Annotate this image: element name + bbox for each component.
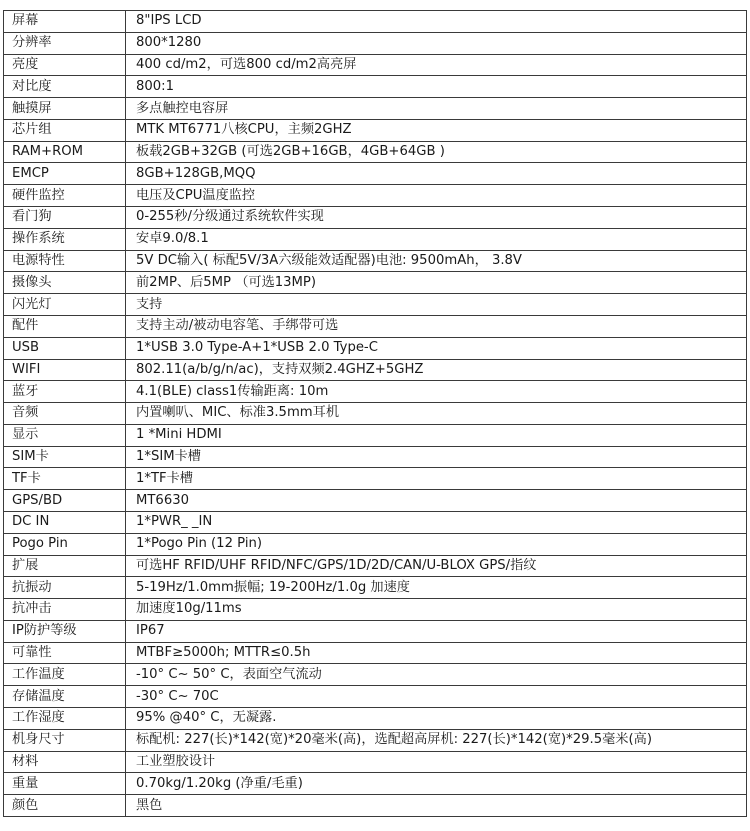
spec-label: 分辨率 <box>4 32 126 54</box>
spec-row <box>4 294 747 316</box>
spec-value: 电压及CPU温度监控 <box>126 185 747 207</box>
spec-label: 抗冲击 <box>4 599 126 621</box>
spec-value: 内置喇叭、MIC、标准3.5mm耳机 <box>126 403 747 425</box>
spec-row <box>4 11 747 33</box>
spec-row <box>4 577 747 599</box>
spec-value: 1*SIM卡槽 <box>126 446 747 468</box>
spec-row <box>4 642 747 664</box>
spec-row <box>4 664 747 686</box>
spec-value: IP67 <box>126 620 747 642</box>
spec-value: -30° C~ 70C <box>126 686 747 708</box>
spec-value: 支持 <box>126 294 747 316</box>
spec-value: MTBF≥5000h; MTTR≤0.5h <box>126 642 747 664</box>
spec-value: 0-255秒/分级通过系统软件实现 <box>126 207 747 229</box>
spec-value: 1*Pogo Pin (12 Pin) <box>126 533 747 555</box>
spec-row <box>4 599 747 621</box>
spec-value: 1*PWR_ _IN <box>126 511 747 533</box>
spec-row <box>4 403 747 425</box>
spec-row <box>4 708 747 730</box>
spec-row <box>4 511 747 533</box>
spec-row <box>4 555 747 577</box>
spec-table-body <box>4 11 747 817</box>
spec-row <box>4 468 747 490</box>
spec-label: 工作湿度 <box>4 708 126 730</box>
spec-row <box>4 98 747 120</box>
spec-label: 扩展 <box>4 555 126 577</box>
spec-row <box>4 119 747 141</box>
spec-value: 5-19Hz/1.0mm振幅; 19-200Hz/1.0g 加速度 <box>126 577 747 599</box>
spec-label: 重量 <box>4 773 126 795</box>
spec-value: 加速度10g/11ms <box>126 599 747 621</box>
spec-label: EMCP <box>4 163 126 185</box>
spec-value: 8GB+128GB,MQQ <box>126 163 747 185</box>
spec-value: 0.70kg/1.20kg (净重/毛重) <box>126 773 747 795</box>
spec-row <box>4 686 747 708</box>
spec-row <box>4 315 747 337</box>
spec-label: 对比度 <box>4 76 126 98</box>
spec-value: MTK MT6771八核CPU，主频2GHZ <box>126 119 747 141</box>
spec-label: USB <box>4 337 126 359</box>
spec-value: 400 cd/m2，可选800 cd/m2高亮屏 <box>126 54 747 76</box>
spec-value: 工业塑胶设计 <box>126 751 747 773</box>
spec-row <box>4 381 747 403</box>
spec-row <box>4 250 747 272</box>
spec-label: 颜色 <box>4 795 126 817</box>
spec-row <box>4 424 747 446</box>
spec-row <box>4 76 747 98</box>
spec-value: 95% @40° C，无凝露. <box>126 708 747 730</box>
spec-label: 芯片组 <box>4 119 126 141</box>
spec-row <box>4 228 747 250</box>
spec-label: 硬件监控 <box>4 185 126 207</box>
spec-label: 电源特性 <box>4 250 126 272</box>
spec-label: 音频 <box>4 403 126 425</box>
spec-row <box>4 751 747 773</box>
spec-label: 存储温度 <box>4 686 126 708</box>
spec-label: 触摸屏 <box>4 98 126 120</box>
spec-value: 5V DC输入( 标配5V/3A六级能效适配器)电池: 9500mAh， 3.8V <box>126 250 747 272</box>
spec-row <box>4 490 747 512</box>
spec-label: WIFI <box>4 359 126 381</box>
spec-label: RAM+ROM <box>4 141 126 163</box>
spec-row <box>4 337 747 359</box>
spec-label: 材料 <box>4 751 126 773</box>
spec-label: Pogo Pin <box>4 533 126 555</box>
spec-value: 1*USB 3.0 Type-A+1*USB 2.0 Type-C <box>126 337 747 359</box>
spec-value: 板载2GB+32GB (可选2GB+16GB，4GB+64GB ) <box>126 141 747 163</box>
spec-value: 支持主动/被动电容笔、手绑带可选 <box>126 315 747 337</box>
spec-row <box>4 620 747 642</box>
spec-label: 闪光灯 <box>4 294 126 316</box>
spec-value: 800*1280 <box>126 32 747 54</box>
spec-label: 看门狗 <box>4 207 126 229</box>
spec-label: 屏幕 <box>4 11 126 33</box>
spec-label: 抗振动 <box>4 577 126 599</box>
spec-row <box>4 773 747 795</box>
spec-label: DC IN <box>4 511 126 533</box>
spec-row <box>4 359 747 381</box>
spec-label: GPS/BD <box>4 490 126 512</box>
spec-value: 多点触控电容屏 <box>126 98 747 120</box>
spec-row <box>4 272 747 294</box>
spec-row <box>4 32 747 54</box>
spec-value: 黑色 <box>126 795 747 817</box>
spec-value: MT6630 <box>126 490 747 512</box>
spec-value: 1 *Mini HDMI <box>126 424 747 446</box>
spec-value: 安卓9.0/8.1 <box>126 228 747 250</box>
spec-value: 前2MP、后5MP （可选13MP) <box>126 272 747 294</box>
spec-label: 可靠性 <box>4 642 126 664</box>
spec-row <box>4 533 747 555</box>
spec-value: 800:1 <box>126 76 747 98</box>
spec-value: 1*TF卡槽 <box>126 468 747 490</box>
spec-value: 4.1(BLE) class1传输距离: 10m <box>126 381 747 403</box>
spec-label: 操作系统 <box>4 228 126 250</box>
spec-row <box>4 141 747 163</box>
spec-label: IP防护等级 <box>4 620 126 642</box>
spec-table <box>3 10 747 817</box>
spec-label: 亮度 <box>4 54 126 76</box>
spec-row <box>4 446 747 468</box>
spec-row <box>4 54 747 76</box>
spec-label: 配件 <box>4 315 126 337</box>
spec-label: TF卡 <box>4 468 126 490</box>
spec-row <box>4 163 747 185</box>
spec-row <box>4 185 747 207</box>
spec-row <box>4 795 747 817</box>
spec-value: 802.11(a/b/g/n/ac)，支持双频2.4GHZ+5GHZ <box>126 359 747 381</box>
spec-value: -10° C~ 50° C，表面空气流动 <box>126 664 747 686</box>
spec-label: 蓝牙 <box>4 381 126 403</box>
spec-row <box>4 729 747 751</box>
spec-label: 工作温度 <box>4 664 126 686</box>
spec-label: 显示 <box>4 424 126 446</box>
spec-value: 标配机: 227(长)*142(宽)*20毫米(高)，选配超高屏机: 227(长)*142(宽)*29.5毫米(高) <box>126 729 747 751</box>
spec-value: 8"IPS LCD <box>126 11 747 33</box>
spec-label: 摄像头 <box>4 272 126 294</box>
spec-label: 机身尺寸 <box>4 729 126 751</box>
spec-row <box>4 207 747 229</box>
spec-value: 可选HF RFID/UHF RFID/NFC/GPS/1D/2D/CAN/U-BLOX GPS/指纹 <box>126 555 747 577</box>
spec-label: SIM卡 <box>4 446 126 468</box>
